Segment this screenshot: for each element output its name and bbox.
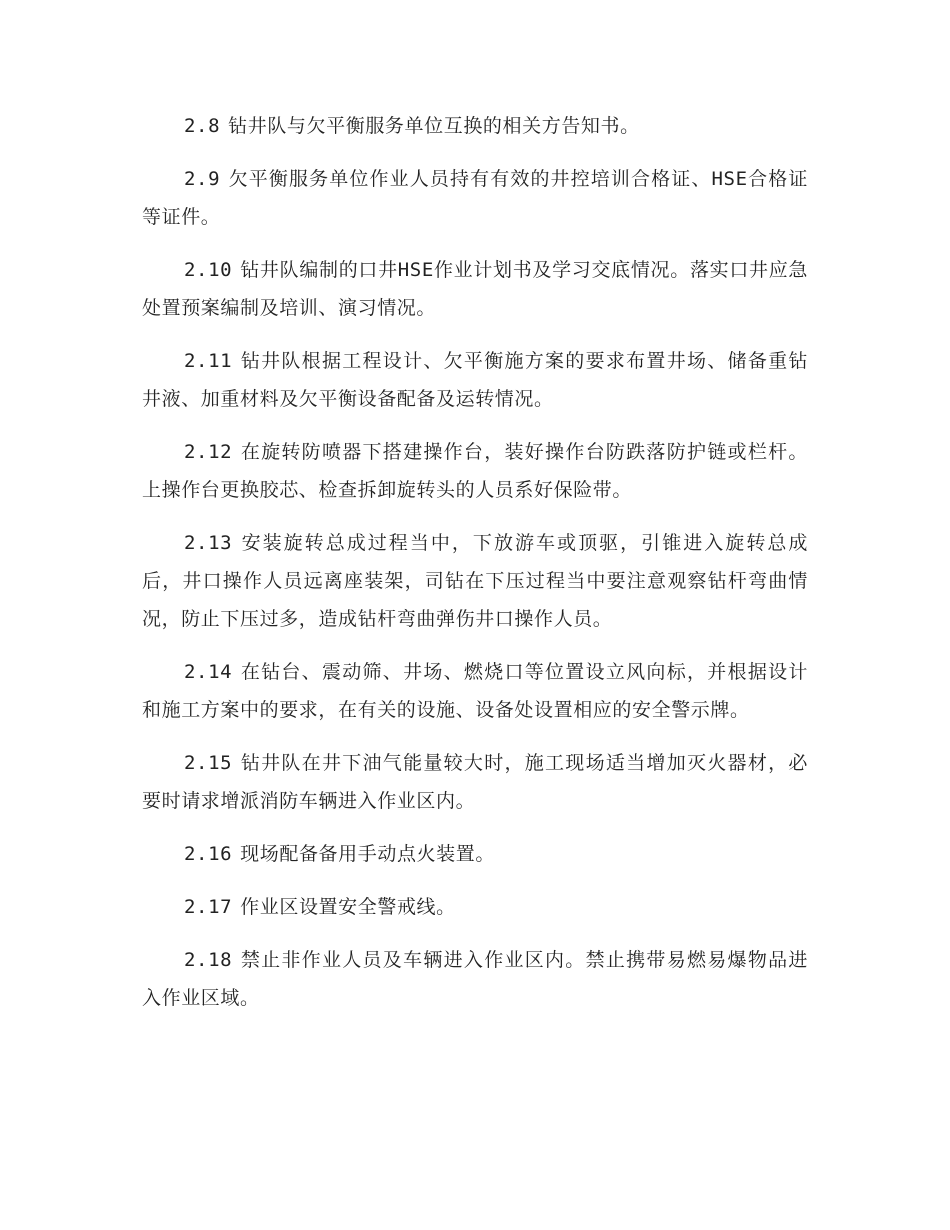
paragraph-2-14 (142, 653, 808, 729)
paragraph-text: 在旋转防喷器下搭建操作台，装好操作台防跌落防护链或栏杆。上操作台更换胶芯、检查拆卸旋转头的人员系好保险带。 (142, 441, 808, 501)
paragraph-number: 2.9 (184, 168, 221, 190)
document-body (142, 107, 808, 1032)
paragraph-text: 在钻台、震动筛、井场、燃烧口等位置设立风向标，并根据设计和施工方案中的要求，在有关的设施、设备处设置相应的安全警示牌。 (142, 661, 808, 721)
paragraph-number: 2.14 (184, 661, 233, 683)
paragraph-number: 2.11 (184, 350, 233, 372)
paragraph-text: 钻井队与欠平衡服务单位互换的相关方告知书。 (228, 115, 640, 137)
paragraph-number: 2.12 (184, 441, 233, 463)
paragraph-text: 禁止非作业人员及车辆进入作业区内。禁止携带易燃易爆物品进入作业区域。 (142, 949, 808, 1009)
paragraph-text: 现场配备备用手动点火装置。 (240, 843, 495, 865)
paragraph-number: 2.18 (184, 949, 233, 971)
paragraph-2-16 (142, 835, 808, 873)
paragraph-text: 钻井队编制的口井HSE作业计划书及学习交底情况。落实口井应急处置预案编制及培训、演习情况。 (142, 259, 808, 319)
paragraph-2-9 (142, 160, 808, 236)
paragraph-text: 安装旋转总成过程当中，下放游车或顶驱，引锥进入旋转总成后，井口操作人员远离座装架，司钻在下压过程当中要注意观察钻杆弯曲情况，防止下压过多，造成钻杆弯曲弹伤井口操作人员。 (142, 532, 808, 630)
paragraph-2-11 (142, 342, 808, 418)
paragraph-number: 2.13 (184, 532, 233, 554)
paragraph-text: 欠平衡服务单位作业人员持有有效的井控培训合格证、HSE合格证等证件。 (142, 168, 808, 228)
paragraph-number: 2.10 (184, 259, 233, 281)
paragraph-text: 钻井队在井下油气能量较大时，施工现场适当增加灭火器材，必要时请求增派消防车辆进入作业区内。 (142, 752, 808, 812)
paragraph-2-10 (142, 251, 808, 327)
paragraph-2-15 (142, 744, 808, 820)
paragraph-2-8 (142, 107, 808, 145)
paragraph-number: 2.15 (184, 752, 233, 774)
paragraph-text: 作业区设置安全警戒线。 (240, 896, 456, 918)
paragraph-2-13 (142, 524, 808, 638)
paragraph-2-17 (142, 888, 808, 926)
paragraph-text: 钻井队根据工程设计、欠平衡施方案的要求布置井场、储备重钻井液、加重材料及欠平衡设备配备及运转情况。 (142, 350, 808, 410)
paragraph-number: 2.17 (184, 896, 233, 918)
paragraph-2-18 (142, 941, 808, 1017)
paragraph-number: 2.16 (184, 843, 233, 865)
paragraph-2-12 (142, 433, 808, 509)
paragraph-number: 2.8 (184, 115, 221, 137)
